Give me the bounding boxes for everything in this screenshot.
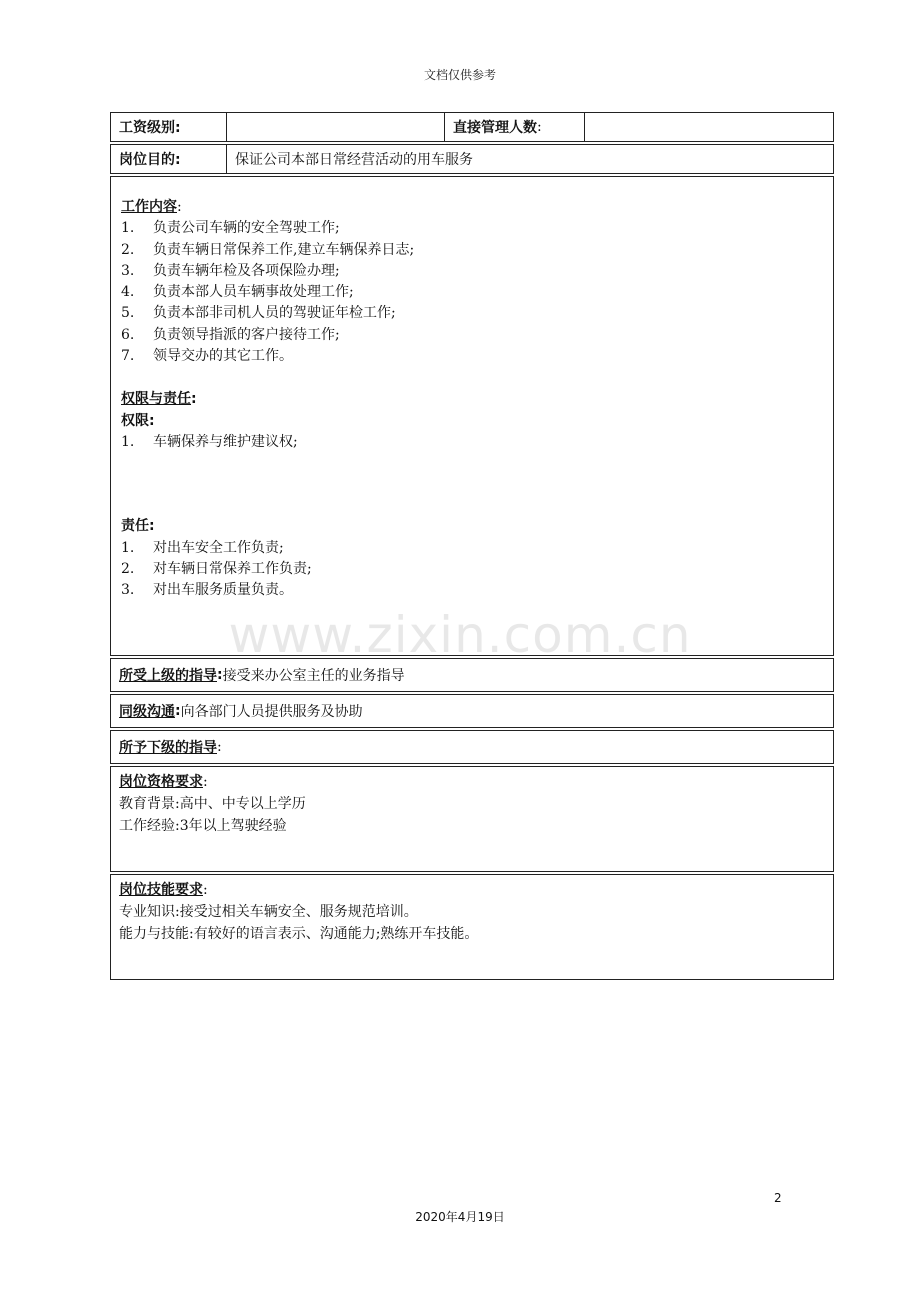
watermark: www.zixin.com.cn [228,606,692,664]
list-item: 1. 车辆保养与维护建议权; [121,433,298,450]
list-item: 6. 负责领导指派的客户接待工作; [121,326,340,343]
rights-list [121,432,823,453]
footer-date: 2020年4月19日 [415,1210,505,1224]
list-item: 3. 对出车服务质量负责。 [121,582,293,599]
row-purpose [110,144,834,174]
skills-ability: 能力与技能:有较好的语言表示、沟通能力;熟练开车技能。 [119,926,479,942]
peer-communication-label: 同级沟通 [119,704,175,720]
page-number: 2 [774,1191,782,1205]
list-item: 2. 负责车辆日常保养工作,建立车辆保养日志; [121,241,415,258]
peer-communication-value: 向各部门人员提供服务及协助 [180,704,363,720]
duty-label: 责任: [121,518,155,535]
authority-heading [121,389,823,410]
list-item: 5. 负责本部非司机人员的驾驶证年检工作; [121,305,396,322]
qualification-section [110,766,834,872]
authority-title: 权限与责任 [121,391,191,408]
qualification-colon: : [203,774,208,790]
authority-colon: : [191,391,197,408]
qualification-education: 教育背景:高中、中专以上学历 [119,796,306,812]
skills-heading [119,879,825,901]
skills-colon: : [203,882,208,898]
row-salary [110,112,834,142]
skills-section [110,874,834,980]
list-item: 7. 领导交办的其它工作。 [121,348,293,365]
duty-list [121,538,823,602]
list-item: 1. 对出车安全工作负责; [121,539,284,556]
skills-knowledge: 专业知识:接受过相关车辆安全、服务规范培训。 [119,904,418,920]
superior-guidance-label: 所受上级的指导 [119,668,217,684]
subordinate-guidance-colon: : [217,739,222,755]
work-content-list [121,218,823,367]
superior-guidance-row [110,658,834,692]
purpose-value: 保证公司本部日常经营活动的用车服务 [235,152,473,168]
superior-guidance-value: 接受来办公室主任的业务指导 [222,668,405,684]
qualification-title: 岗位资格要求 [119,774,203,790]
work-content-title: 工作内容 [121,199,177,215]
qualification-heading [119,771,825,793]
job-description-table [110,112,834,980]
peer-communication-row [110,694,834,728]
work-content-heading [121,197,823,218]
header-note: 文档仅供参考 [423,68,496,82]
direct-reports-value[interactable] [585,113,833,141]
list-item: 4. 负责本部人员车辆事故处理工作; [121,284,354,301]
salary-level-value[interactable] [227,113,445,141]
direct-reports-label: 直接管理人数 [453,120,537,136]
direct-reports-colon: : [537,119,542,135]
salary-level-label: 工资级别: [111,113,227,141]
direct-reports-label-cell [445,113,585,141]
peer-communication-colon: : [175,703,181,719]
list-item: 1. 负责公司车辆的安全驾驶工作; [121,220,340,237]
qualification-experience: 工作经验:3年以上驾驶经验 [119,818,287,834]
subordinate-guidance-row [110,730,834,764]
work-content-section [110,176,834,656]
purpose-label: 岗位目的: [111,145,227,173]
work-content-colon: : [177,199,182,215]
rights-label: 权限: [121,412,155,429]
list-item: 2. 对车辆日常保养工作负责; [121,560,312,577]
superior-guidance-colon: : [217,667,223,683]
skills-title: 岗位技能要求 [119,882,203,898]
list-item: 3. 负责车辆年检及各项保险办理; [121,262,340,279]
subordinate-guidance-label: 所予下级的指导 [119,740,217,756]
